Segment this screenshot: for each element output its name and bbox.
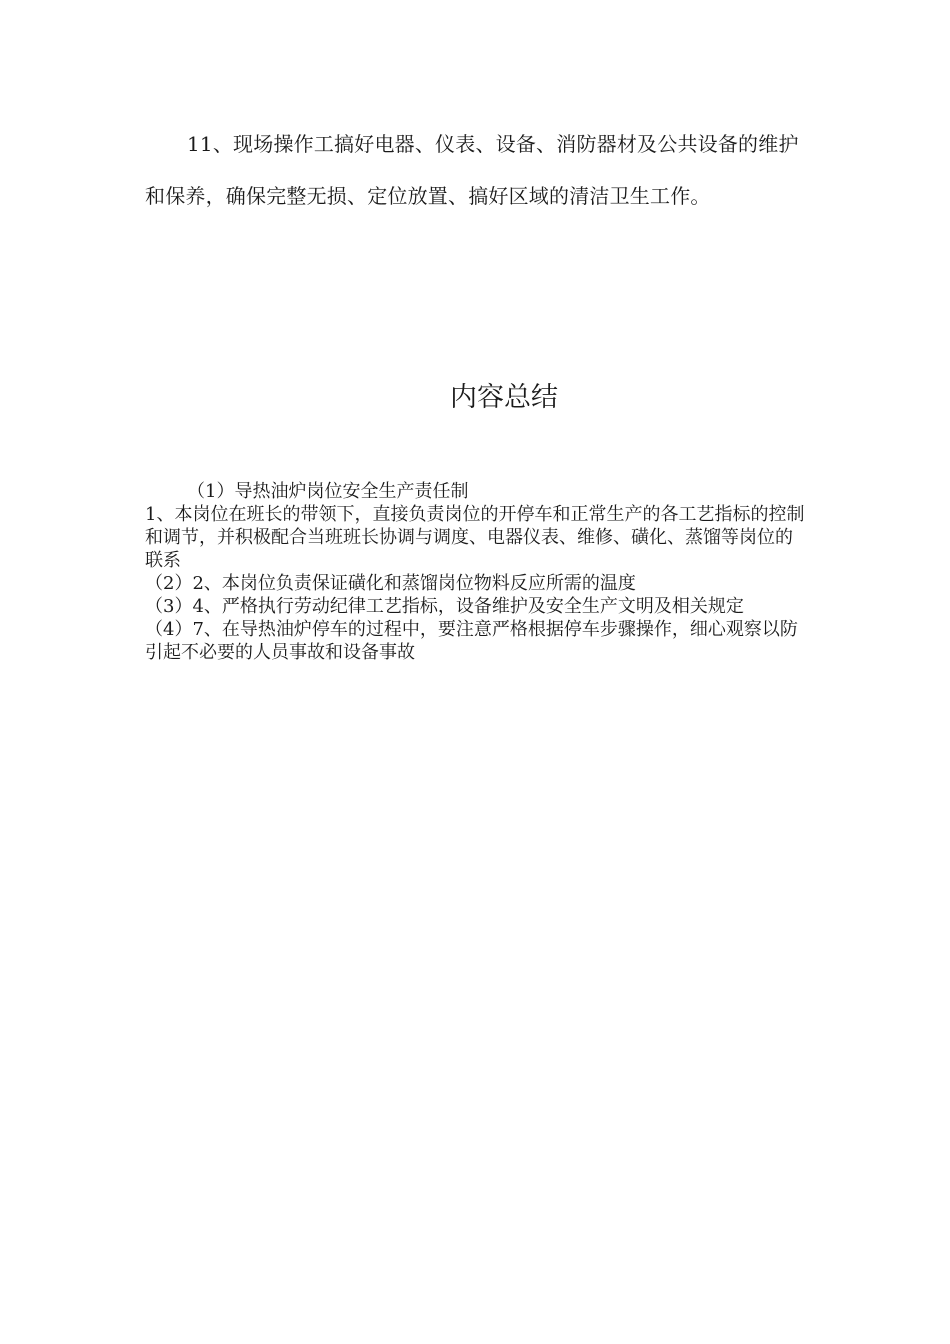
summary-line-1: 1、本岗位在班长的带领下，直接负责岗位的开停车和正常生产的各工艺指标的控制和调节，并积极配合当班班长协调与调度、电器仪表、维修、磺化、蒸馏等岗位的联系	[145, 504, 805, 571]
summary-body	[145, 480, 805, 664]
summary-line-3: （3）4、严格执行劳动纪律工艺指标，设备维护及安全生产文明及相关规定	[145, 596, 744, 617]
summary-line-heading: （1）导热油炉岗位安全生产责任制	[187, 481, 469, 502]
summary-line-4: （4）7、在导热油炉停车的过程中，要注意严格根据停车步骤操作，细心观察以防引起不必要的人员事故和设备事故	[145, 619, 798, 663]
paragraph-item-11: 11、现场操作工搞好电器、仪表、设备、消防器材及公共设备的维护和保养，确保完整无损、定位放置、搞好区域的清洁卫生工作。	[145, 132, 799, 208]
summary-line-2: （2）2、本岗位负责保证磺化和蒸馏岗位物料反应所需的温度	[145, 573, 636, 594]
summary-title: 内容总结	[450, 382, 558, 413]
